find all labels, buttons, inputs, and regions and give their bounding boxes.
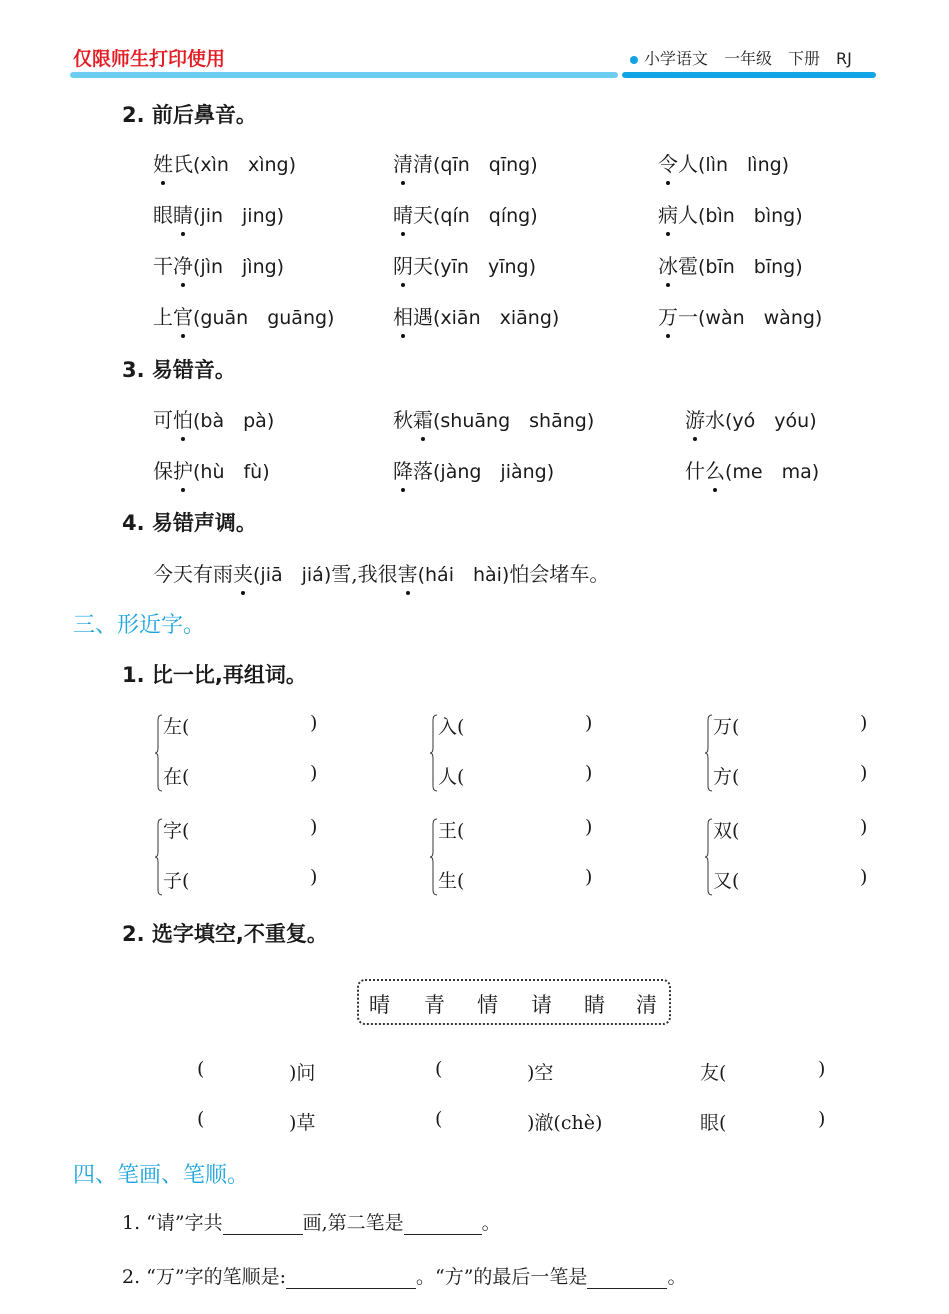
answer-slot-close[interactable]: ) [860,866,868,888]
pair-char: 左( [163,716,190,738]
pinyin-choice[interactable]: (jìn jìng) [193,256,285,278]
word-char: 霜 [413,404,433,433]
pinyin-item [153,199,284,228]
word-char: 病 [658,199,678,228]
question-text: 画,第二笔是 [302,1212,404,1234]
question-text: 1. “请”字共 [122,1212,223,1234]
pinyin-choice[interactable]: (shuāng shāng) [433,410,595,432]
pair-char: 生( [438,870,465,892]
word-char: 落 [413,459,433,483]
pinyin-item [658,199,803,228]
pinyin-choice[interactable]: (hù fù) [193,461,270,483]
pair-char: 入( [438,716,465,738]
dotted-char: 夹 [233,558,253,587]
word-char: 令 [658,148,678,177]
word-char: 阴 [393,250,413,279]
pair-char: 字( [163,820,190,842]
answer-slot-close[interactable]: ) [585,712,593,734]
pinyin-choice[interactable]: (bà pà) [193,410,275,432]
pinyin-choice[interactable]: (jàng jiàng) [433,461,555,483]
header-bar-right [622,72,876,78]
pinyin-item [153,455,270,484]
question-title: 1. 比一比,再组词。 [122,663,307,687]
blank-close: )澈(chè) [527,1112,603,1134]
pinyin-item [153,301,334,330]
blank-open[interactable]: ( [435,1108,443,1130]
pinyin-item [658,148,789,177]
blank-open[interactable]: ( [435,1058,443,1080]
word-char: 净 [173,250,193,279]
word-char: 保 [153,459,173,483]
word-char: 冰 [658,250,678,279]
pinyin-choice[interactable]: (xiān xiāng) [433,307,560,329]
volume: 下册 [788,49,821,68]
blank-close: ) [818,1108,826,1130]
choice-char: 请 [531,993,552,1017]
blank-open[interactable]: ( [197,1108,205,1130]
word-char: 睛 [173,199,193,228]
word-char: 么 [705,455,725,484]
pinyin-choice[interactable]: (guān guāng) [193,307,335,329]
pinyin-item [393,404,594,433]
pinyin-choice[interactable]: (bīn bīng) [698,256,803,278]
pinyin-choice[interactable]: (yīn yīng) [433,256,537,278]
tone-sentence [153,558,609,587]
pair-char: 方( [713,766,740,788]
word-char: 眼 [153,203,173,227]
print-watermark: 仅限师生打印使用 [73,48,226,70]
curly-brace-icon [705,714,713,792]
book-info [630,46,868,69]
word-char: 可 [153,408,173,432]
pinyin-item [153,148,296,177]
pinyin-item [685,404,817,433]
pinyin-item [685,455,819,484]
answer-slot-close[interactable]: ) [310,762,318,784]
word-char: 护 [173,455,193,484]
pair-char: 又( [713,870,740,892]
question-title: 3. 易错音。 [122,358,236,382]
sentence-part: 怕会堵车。 [509,562,610,586]
blank-close: )问 [289,1062,316,1084]
answer-blank[interactable] [286,1266,416,1289]
word-char: 天 [413,203,433,227]
curly-brace-icon [430,818,438,896]
answer-blank[interactable] [223,1212,303,1235]
pinyin-choice[interactable]: (jiā jiá) [253,564,332,586]
stroke-question-1 [122,1208,501,1235]
answer-slot-close[interactable]: ) [585,866,593,888]
subject: 小学语文 [644,49,709,68]
sentence-part: 今天有雨 [153,562,233,586]
word-char: 怕 [173,404,193,433]
choice-char: 清 [636,993,657,1017]
answer-blank[interactable] [587,1266,667,1289]
grade: 一年级 [724,49,773,68]
curly-brace-icon [430,714,438,792]
blank-open[interactable]: 友( [700,1062,727,1084]
word-char: 雹 [678,254,698,278]
choice-char: 情 [477,993,498,1017]
blank-close: )空 [527,1062,554,1084]
word-char: 天 [413,254,433,278]
word-char: 相 [393,301,413,330]
bullet-dot-icon [630,56,638,64]
word-char: 清 [393,148,413,177]
section-title: 三、形近字。 [73,613,206,638]
blank-open[interactable]: 眼( [700,1112,727,1134]
header-bar-left [70,72,618,78]
pinyin-choice[interactable]: (wàn wàng) [698,307,823,329]
blank-close: )草 [289,1112,316,1134]
blank-close: ) [818,1058,826,1080]
word-char: 水 [705,408,725,432]
pinyin-choice[interactable]: (lìn lìng) [698,154,790,176]
pair-char: 双( [713,820,740,842]
pinyin-choice[interactable]: (me ma) [725,461,820,483]
word-char: 人 [678,152,698,176]
pinyin-item [393,250,536,279]
curly-brace-icon [155,818,163,896]
word-char: 人 [678,203,698,227]
word-char: 姓 [153,148,173,177]
pinyin-item [393,455,554,484]
answer-slot-close[interactable]: ) [310,712,318,734]
pair-char: 王( [438,820,465,842]
question-title: 2. 前后鼻音。 [122,103,257,127]
sentence-part: 雪,我很 [331,562,398,586]
question-title: 4. 易错声调。 [122,511,257,535]
word-char: 清 [413,152,433,176]
question-text: 2. “万”字的笔顺是: [122,1266,286,1288]
pinyin-item [393,199,538,228]
pinyin-item [393,301,559,330]
pair-char: 子( [163,870,190,892]
word-char: 氏 [173,152,193,176]
answer-slot-close[interactable]: ) [860,762,868,784]
answer-slot-close[interactable]: ) [860,816,868,838]
answer-slot-close[interactable]: ) [310,866,318,888]
char-choice-box [357,979,671,1025]
pinyin-item [153,404,274,433]
answer-slot-close[interactable]: ) [310,816,318,838]
stroke-question-2 [122,1262,686,1289]
section-title: 四、笔画、笔顺。 [73,1163,250,1188]
answer-slot-close[interactable]: ) [585,816,593,838]
answer-slot-close[interactable]: ) [585,762,593,784]
pinyin-item [393,148,538,177]
pinyin-choice[interactable]: (qīn qīng) [433,154,538,176]
curly-brace-icon [155,714,163,792]
pinyin-item [658,250,803,279]
word-char: 什 [685,459,705,483]
word-char: 官 [173,301,193,330]
pair-char: 在( [163,766,190,788]
question-title: 2. 选字填空,不重复。 [122,922,328,946]
dotted-char: 害 [398,558,418,587]
question-text: 。“方”的最后一笔是 [416,1266,588,1288]
word-char: 一 [678,305,698,329]
pinyin-choice[interactable]: (hái hài) [417,564,510,586]
edition: RJ [836,49,852,68]
choice-char: 青 [424,993,445,1017]
pinyin-choice[interactable]: (xìn xìng) [193,154,297,176]
question-text: 。 [481,1212,501,1234]
pinyin-choice[interactable]: (bìn bìng) [698,205,803,227]
word-char: 游 [685,404,705,433]
pinyin-choice[interactable]: (jin jing) [193,205,285,227]
word-char: 万 [658,301,678,330]
curly-brace-icon [705,818,713,896]
answer-blank[interactable] [404,1212,482,1235]
pinyin-choice[interactable]: (qín qíng) [433,205,538,227]
choice-char: 睛 [584,993,605,1017]
word-char: 遇 [413,305,433,329]
pair-char: 人( [438,766,465,788]
word-char: 秋 [393,408,413,432]
word-char: 干 [153,254,173,278]
word-char: 降 [393,455,413,484]
word-char: 上 [153,305,173,329]
word-char: 晴 [393,199,413,228]
question-text: 。 [667,1266,687,1288]
pinyin-item [153,250,284,279]
pair-char: 万( [713,716,740,738]
pinyin-choice[interactable]: (yó yóu) [725,410,817,432]
answer-slot-close[interactable]: ) [860,712,868,734]
choice-char: 晴 [369,993,390,1017]
blank-open[interactable]: ( [197,1058,205,1080]
pinyin-item [658,301,822,330]
